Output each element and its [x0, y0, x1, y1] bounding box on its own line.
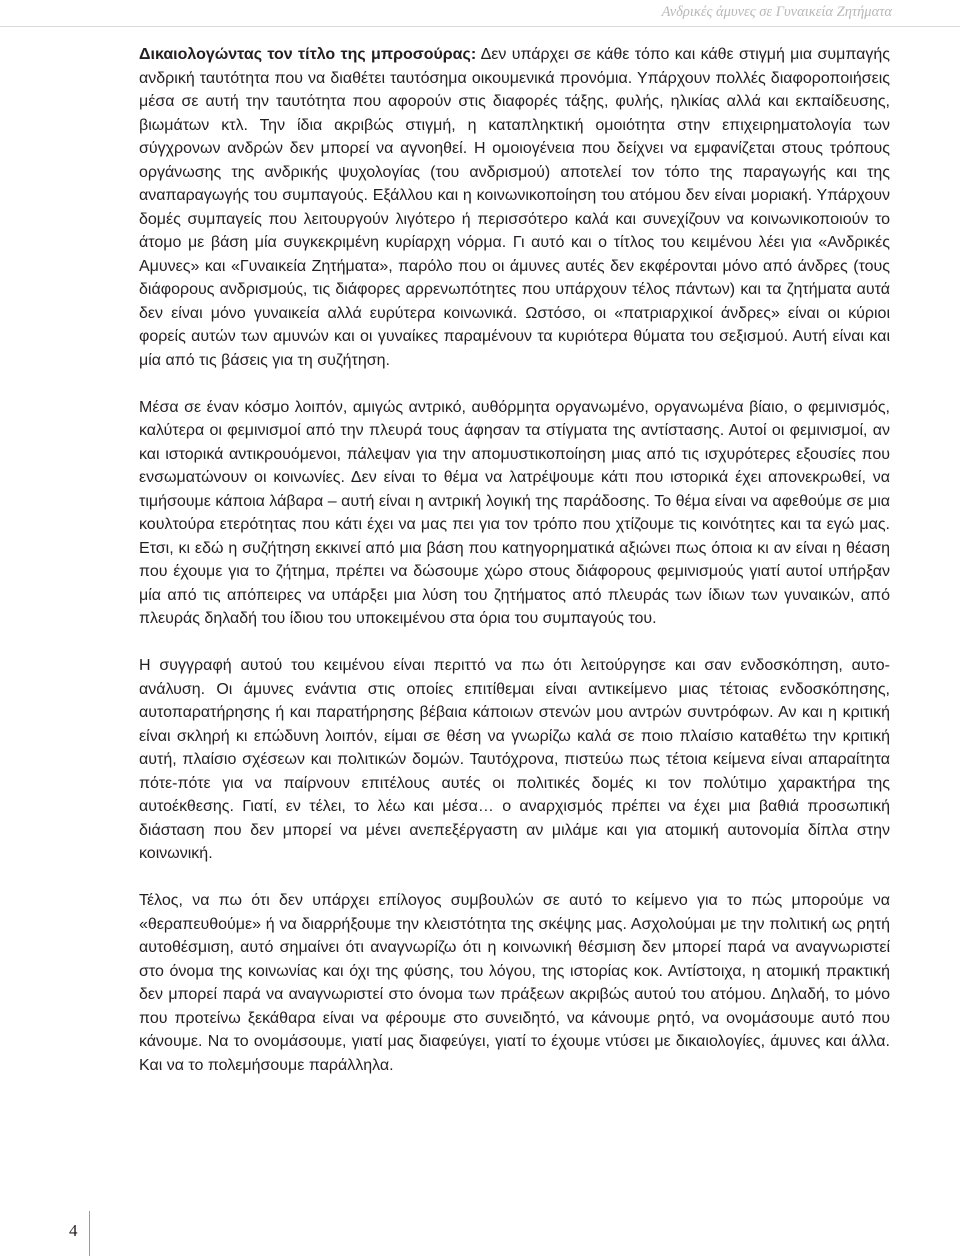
- paragraph-2: Μέσα σε έναν κόσμο λοιπόν, αμιγώς αντρικό, αυθόρμητα οργανωμένο, οργανωμένα βίαιο, ο φεμινισμός, καλύτερα οι φεμινισμοί από την πλευρά τους άφησαν τα στίγματα της αντίστασης. Αυτοί οι φεμινισμοί, αν και ιστορικά αντικρουόμενοι, πάλεψαν για την απομυστικοποίηση μιας από τις ισχυρότερες εξουσίες που ενσωματώνουν οι κοινωνίες. Δεν είναι το θέμα να λατρέψουμε κάτι που ιστορικά έχει απονεκρωθεί, να τιμήσουμε κάποια λάβαρα – αυτή είναι η αντρική λογική της παράδοσης. Το θέμα είναι να αφεθούμε σε μια κουλτούρα ετερότητας που κάτι έχει να μας πει για τον τρόπο που χτίζουμε τις κοινότητες και τα εγώ μας. Ετσι, κι εδώ η συζήτηση εκκινεί από μια βάση που κατηγορηματικά αξιώνει πως όποια κι αν είναι η θέαση που έχουμε για το ζήτημα, πρέπει να δώσουμε χώρο στους διάφορους φεμινισμούς γιατί αυτοί υπήρξαν μία από τις απόπειρες να υπάρξει μια λύση του ζητήματος από πλευράς των ίδιων των γυναικών, από πλευράς δηλαδή του ίδιου του υποκειμένου στα όρια του συμπαγούς του.: [139, 398, 890, 627]
- paragraph-1-lead: Δικαιολογώντας τον τίτλο της μπροσούρας:: [139, 46, 477, 63]
- paragraph-1: [139, 43, 890, 372]
- page-number: 4: [69, 1221, 78, 1240]
- paragraph-1-text: Δεν υπάρχει σε κάθε τόπο και κάθε στιγμή μια συμπαγής ανδρική ταυτότητα που να διαθέτει ταυτόσημα οικουμενικά προνόμια. Υπάρχουν πολλές διαφοροποιήσεις μέσα σε αυτή την ταυτότητα που αφορούν στις διαφορές τάξης, φυλής, ηλικίας αλλά και εκπαίδευσης, βιωμάτων κτλ. Την ίδια ακριβώς στιγμή, η καταπληκτική ομοιότητα στην επιχειρηματολογία των σύγχρονων ανδρών δεν μπορεί να αγνοηθεί. Η ομοιογένεια που δείχνει να εμφανίζεται στους τρόπους οργάνωσης της ανδρικής ψυχολογίας (του ανδρισμού) αποτελεί τον τόπο της παραγωγής και της αναπαραγωγής του συμπαγούς. Εξάλλου και η κοινωνικοποίηση του ατόμου δεν είναι μοριακή. Υπάρχουν δομές συμπαγείς που λειτουργούν λιγότερο ή περισσότερο καλά και συνεχίζουν να κοινωνικοποιούν το άτομο με βάση μία συγκεκριμένη κυρίαρχη νόρμα. Γι αυτό και ο τίτλος του κειμένου λέει για «Ανδρικές Αμυνες» και «Γυναικεία Ζητήματα», παρόλο που οι άμυνες αυτές δεν εκφέρονται μόνο από άνδρες (τους διάφορους ανδρισμούς, τις διάφορες αρρενωπότητες που υπάρχουν τέλος πάντων) και τα ζητήματα αυτά δεν είναι μόνο γυναικεία αλλά ευρύτερα κοινωνικά. Ωστόσο, οι «πατριαρχικοί άνδρες» είναι οι κύριοι φορείς αυτών των αμυνών και οι γυναίκες παραμένουν τα κυριότερα θύματα του σεξισμού. Αυτή είναι και μία από τις βάσεις για τη συζήτηση.: [139, 46, 890, 369]
- running-header: Ανδρικές άμυνες σε Γυναικεία Ζητήματα: [661, 4, 892, 20]
- body-text: [139, 43, 890, 1077]
- paragraph-3: Η συγγραφή αυτού του κειμένου είναι περιττό να πω ότι λειτούργησε και σαν ενδοσκόπηση, αυτο-ανάλυση. Οι άμυνες ενάντια στις οποίες επιτίθεμαι είναι αντικείμενο μιας τέτοιας ενδοσκόπησης, αυτοπαρατήρησης ή και παρατήρησης βέβαια κάποιων στενών μου αντρών συντρόφων. Αν και η κριτική είναι σκληρή κι επώδυνη λοιπόν, είμαι σε θέση να γνωρίζω καλά σε ποιο πλαίσιο καταθέτω την κριτική αυτή, πλαίσιο σχέσεων και πολιτικών δομών. Ταυτόχρονα, πιστεύω πως τέτοια κείμενα είναι απαραίτητα πότε-πότε για να παίρνουν επιτέλους αυτές οι πολιτικές δομές κι τον πολύτιμο χαρακτήρα της αυτοέκθεσης. Γιατί, εν τέλει, το λέω και μέσα… ο αναρχισμός πρέπει να έχει μια βαθιά προσωπική διάσταση που δεν μπορεί να μένει ανεπεξέργαστη αν μιλάμε και για ατομική αυτονομία δίπλα στην κοινωνική.: [139, 657, 890, 862]
- header-rule: [0, 26, 960, 27]
- paragraph-4: Τέλος, να πω ότι δεν υπάρχει επίλογος συμβουλών σε αυτό το κείμενο για το πώς μπορούμε να «θεραπευθούμε» ή να διαρρήξουμε την κλειστότητα της σκέψης μας. Ασχολούμαι με την πολιτική ως ρητή αυτοθέσμιση, αυτό σημαίνει ότι αναγνωρίζω ότι η κοινωνική θέσμιση δεν μπορεί παρά να αναγνωριστεί στο όνομα της κοινωνίας και όχι της φύσης, του λόγου, της ιστορίας κοκ. Αντίστοιχα, η ατομική πρακτική δεν μπορεί παρά να αναγνωριστεί στο όνομα των πράξεων ακριβώς αυτού του ατόμου. Δηλαδή, το μόνο που προτείνω ξεκάθαρα είναι να φέρουμε στο συνειδητό, να κάνουμε ρητό, να ονομάσουμε αυτό που κάνουμε. Να το ονομάσουμε, γιατί μας διαφεύγει, γιατί το έχουμε ντύσει με δικαιολογίες, άμυνες και άλλα. Και να το πολεμήσουμε παράλληλα.: [139, 892, 890, 1074]
- page-number-rule: [89, 1211, 90, 1256]
